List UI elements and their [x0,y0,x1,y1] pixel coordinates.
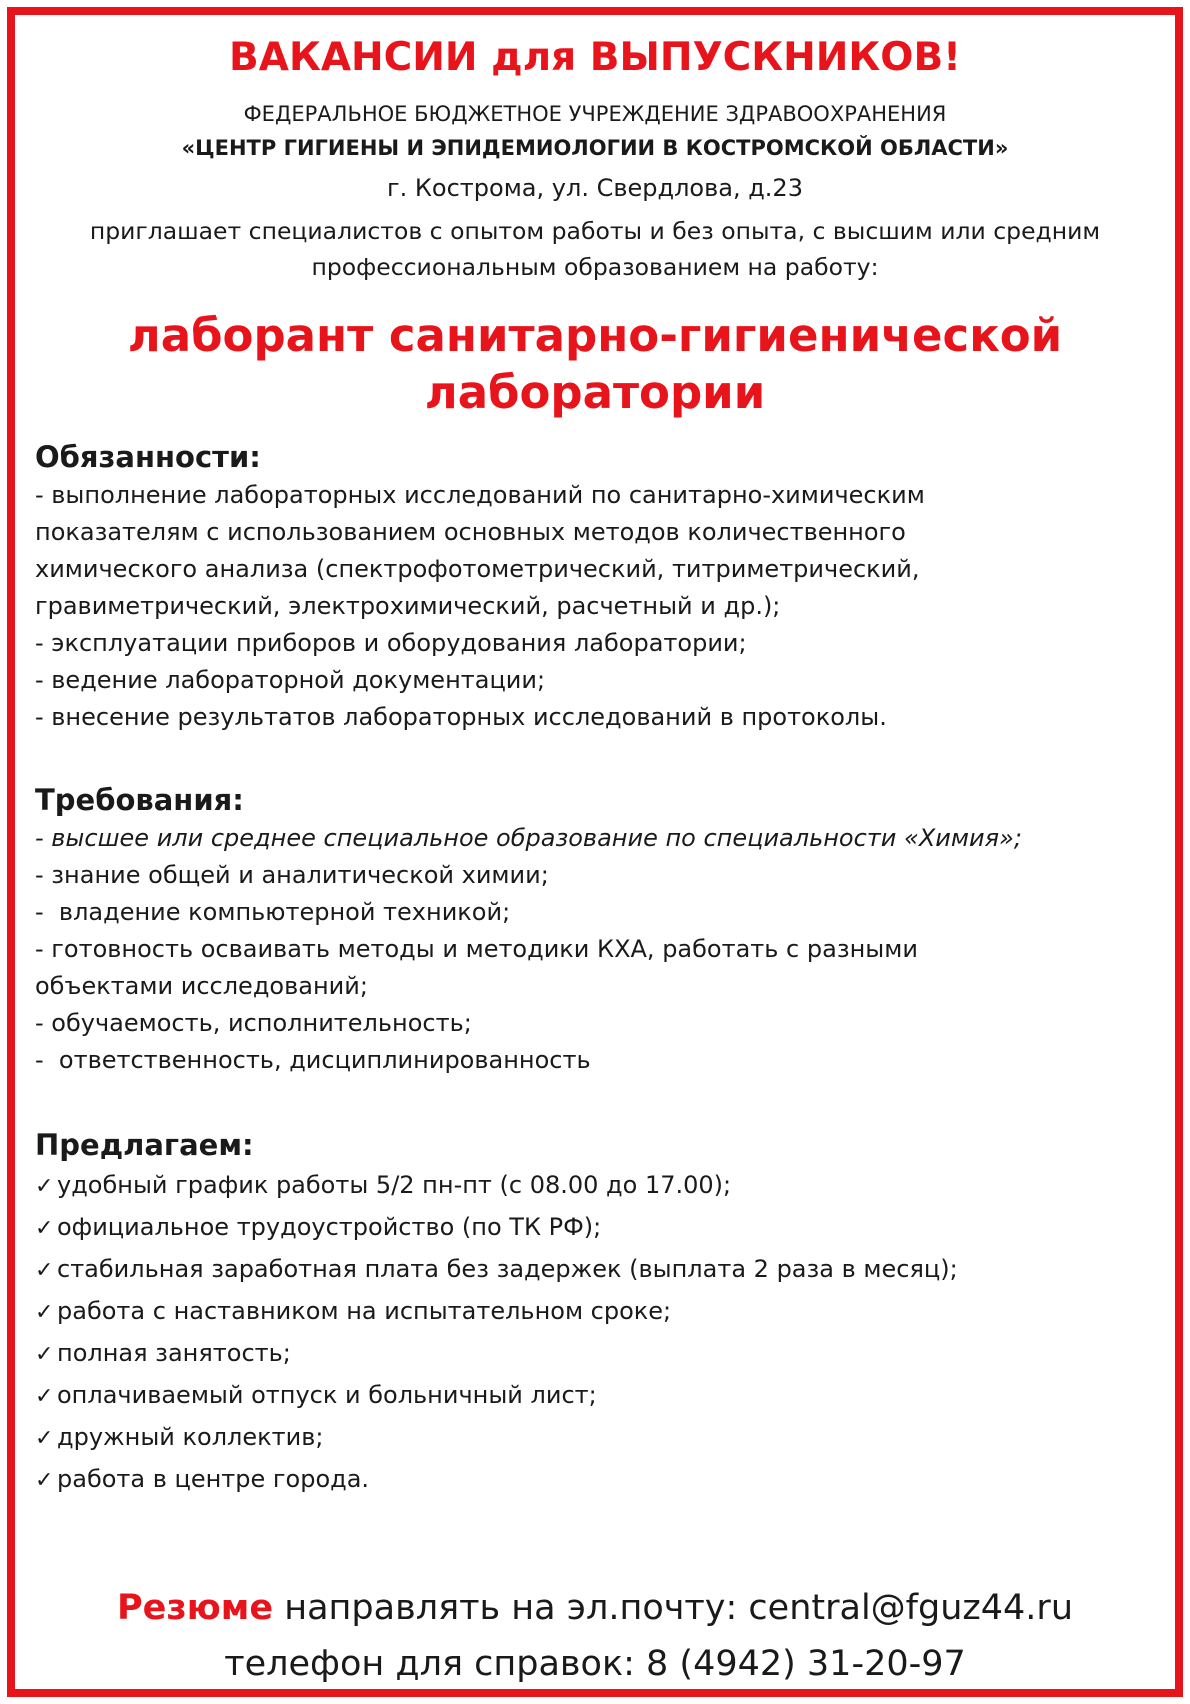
offer-item [35,1417,1155,1459]
offer-item [35,1459,1155,1501]
org-name: «ЦЕНТР ГИГИЕНЫ И ЭПИДЕМИОЛОГИИ В КОСТРОМСКОЙ ОБЛАСТИ» [181,136,1009,160]
requirements-section [35,780,1155,1079]
position-title-line-1: лаборант санитарно-гигиенической [127,309,1063,362]
offer-item [35,1249,1155,1291]
resume-word: Резюме [116,1588,274,1628]
requirements-title: Требования: [35,783,244,817]
duties-section [35,437,1155,736]
check-icon: ✓ [35,1174,54,1199]
offer-text: дружный коллектив; [57,1423,324,1451]
offer-text: работа с наставником на испытательном сроке; [57,1297,672,1325]
duty-line: - выполнение лабораторных исследований по санитарно-химическим [35,481,925,509]
offer-item [35,1207,1155,1249]
duty-line: - эксплуатации приборов и оборудования лаборатории; [35,629,747,657]
offer-item [35,1165,1155,1207]
check-icon: ✓ [35,1342,54,1367]
duty-line: - внесение результатов лабораторных исследований в протоколы. [35,703,887,731]
duty-line: - ведение лабораторной документации; [35,666,546,694]
phone-contact[interactable]: телефон для справок: 8 (4942) 31-20-97 [224,1644,966,1684]
position-title-line-2: лаборатории [424,366,766,419]
duty-line: гравиметрический, электрохимический, расчетный и др.); [35,592,781,620]
requirement-line: объектами исследований; [35,972,368,1000]
email-text[interactable]: направлять на эл.почту: central@fguz44.ru [273,1588,1074,1628]
offer-text: удобный график работы 5/2 пн-пт (с 08.00 до 17.00); [57,1171,732,1199]
requirement-line: - готовность осваивать методы и методики КХА, работать с разными [35,935,918,963]
offers-section [35,1125,1155,1501]
org-type: ФЕДЕРАЛЬНОЕ БЮДЖЕТНОЕ УЧРЕЖДЕНИЕ ЗДРАВООХРАНЕНИЯ [243,102,947,126]
position-title [15,307,1175,421]
duty-line: химического анализа (спектрофотометрический, титриметрический, [35,555,920,583]
invitation-line-2: профессиональным образованием на работу: [311,253,879,281]
invitation [15,213,1175,285]
requirement-line: - ответственность, дисциплинированность [35,1046,591,1074]
offer-item [35,1333,1155,1375]
offers-title: Предлагаем: [35,1128,254,1162]
offer-item [35,1375,1155,1417]
offer-item [35,1291,1155,1333]
requirement-line: - обучаемость, исполнительность; [35,1009,472,1037]
check-icon: ✓ [35,1258,54,1283]
poster-content [15,15,1175,1689]
check-icon: ✓ [35,1384,54,1409]
address: г. Кострома, ул. Свердлова, д.23 [387,174,803,202]
offer-text: полная занятость; [57,1339,291,1367]
resume-contact [15,1585,1175,1631]
offer-text: официальное трудоустройство (по ТК РФ); [57,1213,602,1241]
check-icon: ✓ [35,1426,54,1451]
check-icon: ✓ [35,1216,54,1241]
headline: ВАКАНСИИ для ВЫПУСКНИКОВ! [229,35,961,80]
offer-text: оплачиваемый отпуск и больничный лист; [57,1381,597,1409]
requirement-line: - владение компьютерной техникой; [35,898,511,926]
requirement-line: - высшее или среднее специальное образование по специальности «Химия»; [35,824,1022,852]
duties-title: Обязанности: [35,440,261,474]
offer-text: работа в центре города. [57,1465,370,1493]
duty-line: показателям с использованием основных методов количественного [35,518,906,546]
requirement-line: - знание общей и аналитической химии; [35,861,549,889]
invitation-line-1: приглашает специалистов с опытом работы и без опыта, с высшим или средним [89,217,1101,245]
check-icon: ✓ [35,1468,54,1493]
check-icon: ✓ [35,1300,54,1325]
offer-text: стабильная заработная плата без задержек (выплата 2 раза в месяц); [57,1255,958,1283]
